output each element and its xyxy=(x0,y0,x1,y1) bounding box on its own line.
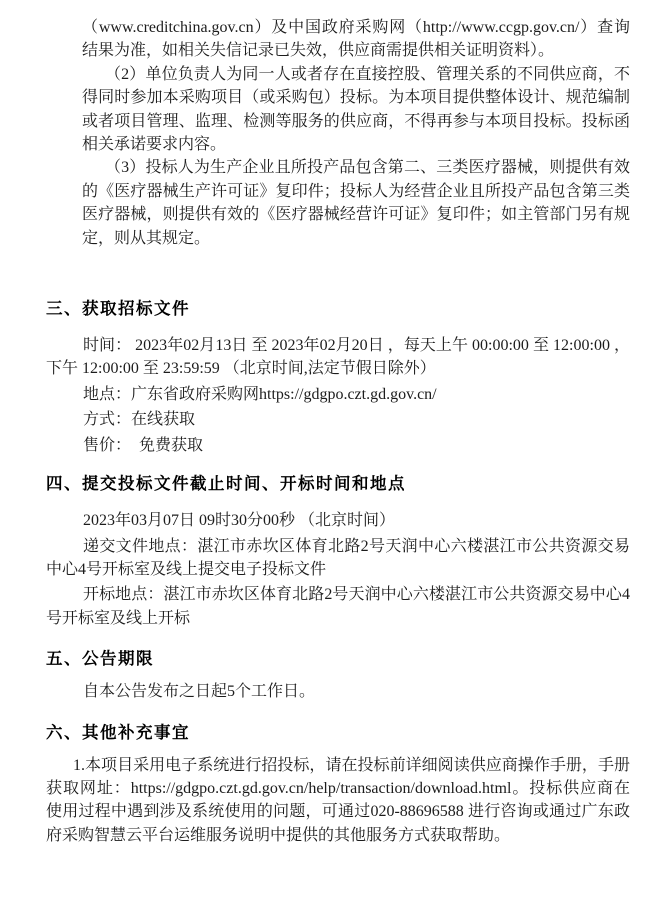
section-6-heading: 六、其他补充事宜 xyxy=(46,722,190,742)
opening-address-paragraph: 开标地点：湛江市赤坎区体育北路2号天润中心六楼湛江市公共资源交易中心4号开标室及线上开标 xyxy=(46,586,630,627)
continued-paragraph: （www.creditchina.gov.cn）及中国政府采购网（http://www.ccgp.gov.cn/）查询结果为准，如相关失信记录已失效，供应商需提供相关证明资料）。 xyxy=(82,19,630,60)
clause-3-paragraph: （3）投标人为生产企业且所投产品包含第二、三类医疗器械，则提供有效的《医疗器械生产许可证》复印件；投标人为经营企业且所投产品包含第三类医疗器械，则提供有效的《医疗器械经营许可证》复印件；如主管部门另有规定，则从其规定。 xyxy=(82,159,630,247)
supplementary-notes-paragraph: 1.本项目采用电子系统进行招投标，请在投标前详细阅读供应商操作手册，手册获取网址：https://gdgpo.czt.gd.gov.cn/help/transaction/download.html。投标供应商在使用过程中遇到涉及系统使用的问题，可通过020-88696588 进行咨询或通过广东政府采购智慧云平台运维服务说明中提供的其他服务方式获取帮助。 xyxy=(46,756,630,844)
bid-doc-place-line: 地点：广东省政府采购网https://gdgpo.czt.gd.gov.cn/ xyxy=(83,385,437,403)
announcement-period-line: 自本公告发布之日起5个工作日。 xyxy=(83,683,316,701)
submission-address-paragraph: 递交文件地点：湛江市赤坎区体育北路2号天润中心六楼湛江市公共资源交易中心4号开标室及线上提交电子投标文件 xyxy=(46,537,630,578)
section-5-heading: 五、公告期限 xyxy=(46,649,154,669)
section-3-heading: 三、获取招标文件 xyxy=(46,299,190,319)
bid-doc-method-line: 方式：在线获取 xyxy=(83,411,196,429)
bid-doc-price-line: 售价： 免费获取 xyxy=(83,436,204,454)
bid-doc-time-line: 时间： 2023年02月13日 至 2023年02月20日 ，每天上午 00:00:00 至 12:00:00 ，下午 12:00:00 至 23:59:59 （北京时间,法定节假日除外） xyxy=(46,337,630,378)
section-4-heading: 四、提交投标文件截止时间、开标时间和地点 xyxy=(46,474,406,494)
clause-2-paragraph: （2）单位负责人为同一人或者存在直接控股、管理关系的不同供应商，不得同时参加本采购项目（或采购包）投标。为本项目提供整体设计、规范编制或者项目管理、监理、检测等服务的供应商，不得再参与本项目投标。投标函相关承诺要求内容。 xyxy=(82,65,630,154)
deadline-datetime-line: 2023年03月07日 09时30分00秒 （北京时间） xyxy=(83,512,396,530)
